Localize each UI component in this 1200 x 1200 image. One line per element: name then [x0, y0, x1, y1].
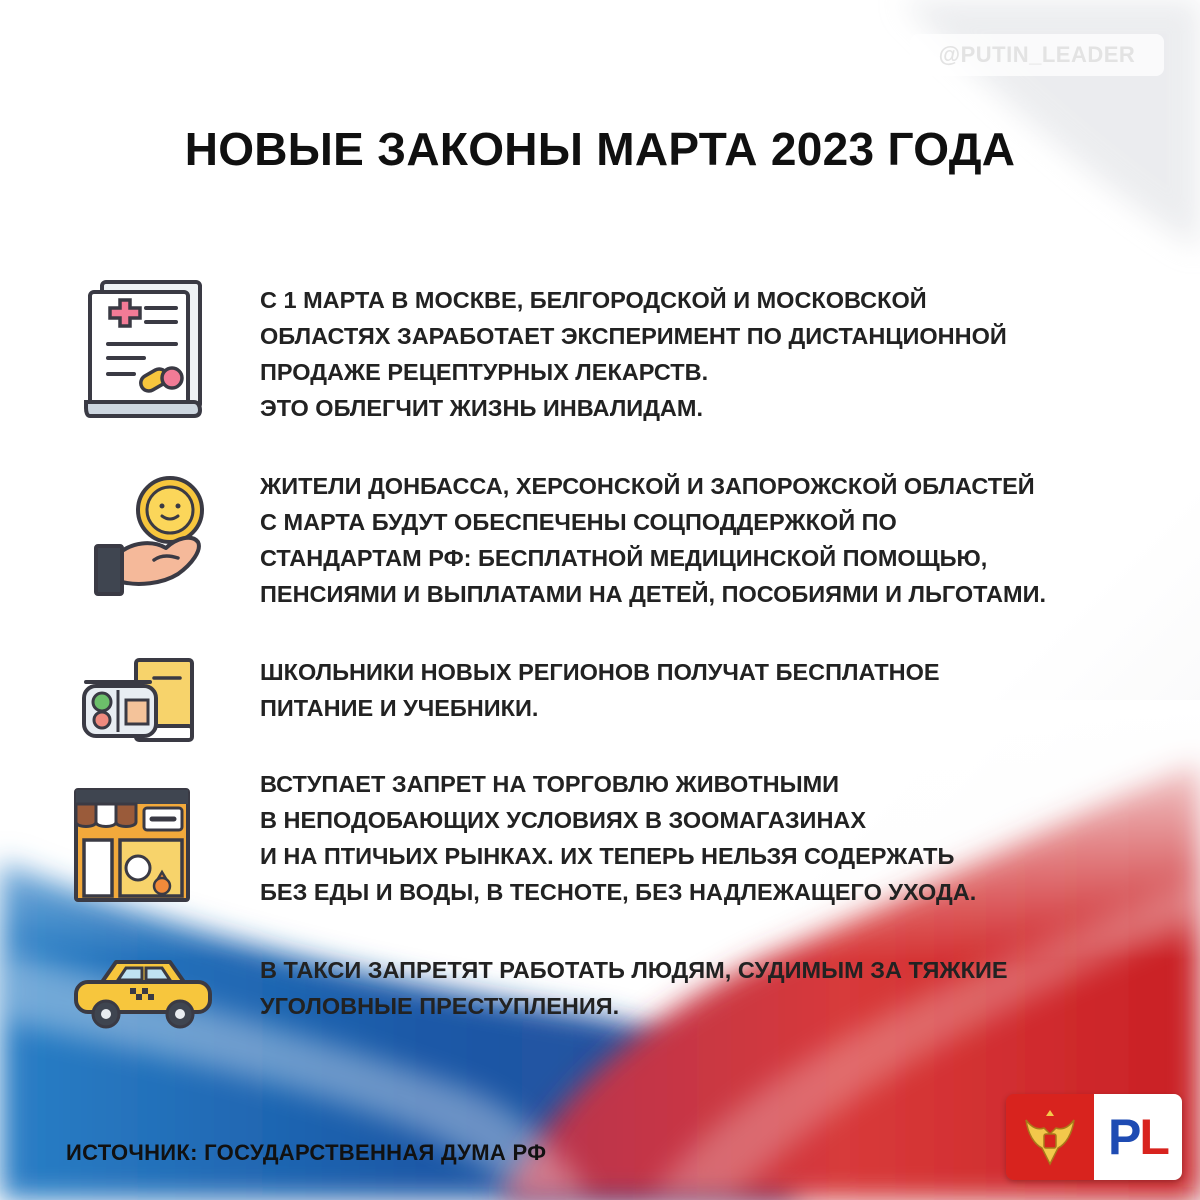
coat-of-arms-icon [1006, 1094, 1094, 1180]
law-text [260, 468, 1160, 612]
law-text [260, 952, 1160, 1024]
law-text-line: ПЕНСИЯМИ И ВЫПЛАТАМИ НА ДЕТЕЙ, ПОСОБИЯМИ И ЛЬГОТАМИ. [260, 581, 1046, 607]
brand-letter-p: P [1108, 1109, 1140, 1165]
law-text-line: ШКОЛЬНИКИ НОВЫХ РЕГИОНОВ ПОЛУЧАТ БЕСПЛАТНОЕ [260, 659, 940, 685]
law-text-line: С МАРТА БУДУТ ОБЕСПЕЧЕНЫ СОЦПОДДЕРЖКОЙ ПО [260, 509, 897, 535]
hand-coin-icon [92, 474, 212, 603]
law-text-line: В НЕПОДОБАЮЩИХ УСЛОВИЯХ В ЗООМАГАЗИНАХ [260, 807, 867, 833]
law-text-line: ПИТАНИЕ И УЧЕБНИКИ. [260, 695, 539, 721]
lunchbox-book-icon [80, 656, 196, 751]
law-text-line: ЭТО ОБЛЕГЧИТ ЖИЗНЬ ИНВАЛИДАМ. [260, 395, 704, 421]
watermark: @PUTIN_LEADER [910, 34, 1164, 76]
law-text-line: ОБЛАСТЯХ ЗАРАБОТАЕТ ЭКСПЕРИМЕНТ ПО ДИСТАНЦИОННОЙ [260, 323, 1007, 349]
prescription-document-icon [84, 278, 204, 425]
page-title: НОВЫЕ ЗАКОНЫ МАРТА 2023 ГОДА [184, 123, 1016, 175]
law-text [260, 654, 1160, 726]
source-note: ИСТОЧНИК: ГОСУДАРСТВЕННАЯ ДУМА РФ [66, 1140, 547, 1165]
pet-shop-icon [72, 786, 192, 909]
law-text [260, 282, 1160, 426]
law-text-line: БЕЗ ЕДЫ И ВОДЫ, В ТЕСНОТЕ, БЕЗ НАДЛЕЖАЩЕГО УХОДА. [260, 879, 977, 905]
taxi-car-icon [72, 954, 214, 1037]
law-text [260, 766, 1160, 910]
law-text-line: СТАНДАРТАМ РФ: БЕСПЛАТНОЙ МЕДИЦИНСКОЙ ПОМОЩЬЮ, [260, 545, 988, 571]
brand-letters [1094, 1094, 1182, 1180]
law-text-line: С 1 МАРТА В МОСКВЕ, БЕЛГОРОДСКОЙ И МОСКОВСКОЙ [260, 287, 927, 313]
law-text-line: ВСТУПАЕТ ЗАПРЕТ НА ТОРГОВЛЮ ЖИВОТНЫМИ [260, 771, 840, 797]
law-text-line: ЖИТЕЛИ ДОНБАССА, ХЕРСОНСКОЙ И ЗАПОРОЖСКОЙ ОБЛАСТЕЙ [260, 473, 1035, 499]
brand-logo [1006, 1094, 1182, 1180]
brand-letter-l: L [1139, 1109, 1168, 1165]
law-text-line: ПРОДАЖЕ РЕЦЕПТУРНЫХ ЛЕКАРСТВ. [260, 359, 709, 385]
law-text-line: В ТАКСИ ЗАПРЕТЯТ РАБОТАТЬ ЛЮДЯМ, СУДИМЫМ ЗА ТЯЖКИЕ [260, 957, 1008, 983]
law-text-line: УГОЛОВНЫЕ ПРЕСТУПЛЕНИЯ. [260, 993, 620, 1019]
law-text-line: И НА ПТИЧЬИХ РЫНКАХ. ИХ ТЕПЕРЬ НЕЛЬЗЯ СОДЕРЖАТЬ [260, 843, 955, 869]
